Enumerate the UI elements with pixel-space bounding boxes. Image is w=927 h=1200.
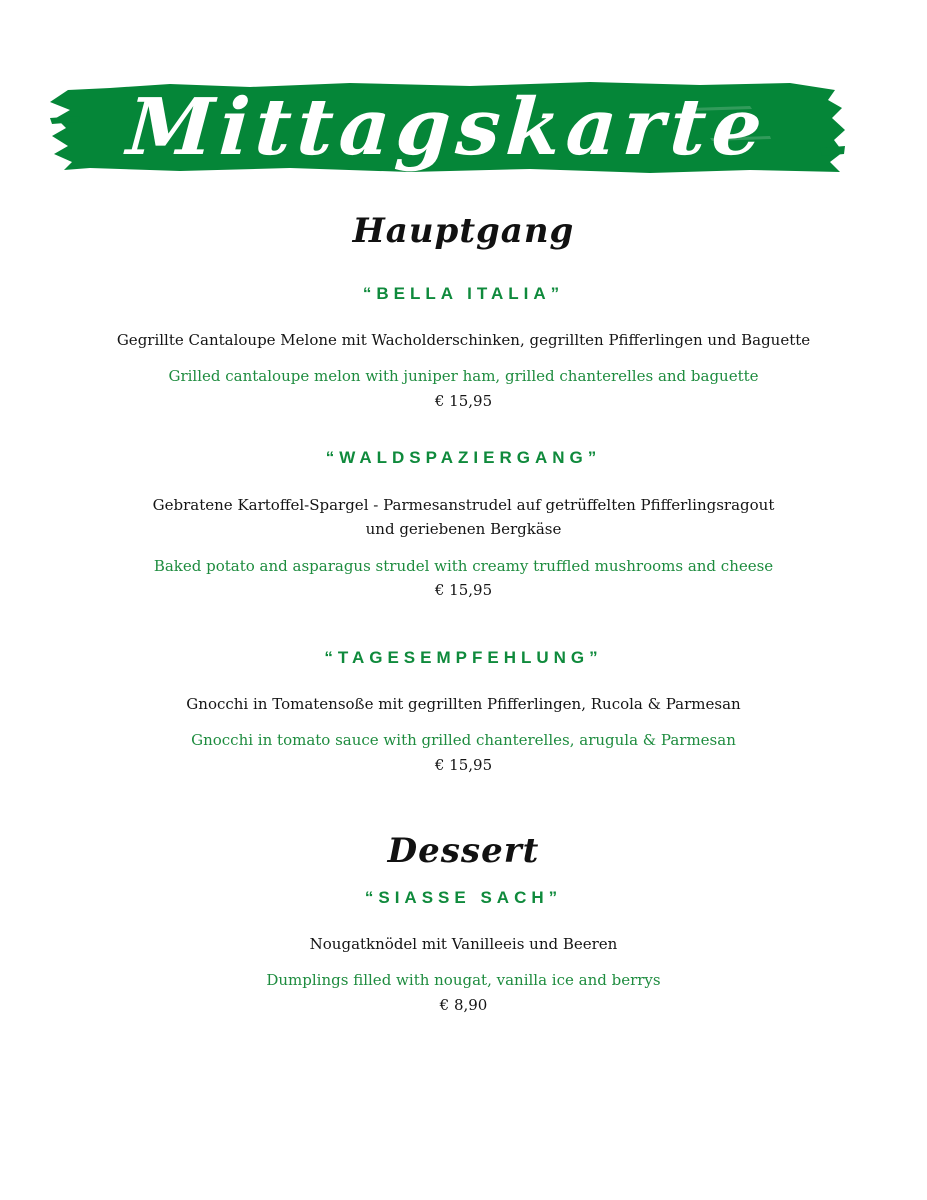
dish-description-english: Gnocchi in tomato sauce with grilled chanterelles, arugula & Parmesan — [191, 731, 736, 749]
dish-price: € 8,90 — [439, 996, 488, 1014]
title-banner — [50, 78, 845, 178]
dish-description-german: Gnocchi in Tomatensoße mit gegrillten Pfifferlingen, Rucola & Parmesan — [186, 695, 741, 713]
section-heading-dessert: Dessert — [387, 831, 540, 871]
dish-title-siasse-sach: “SIASSE SACH” — [364, 888, 563, 907]
dish-description-german-line1: Gebratene Kartoffel-Spargel - Parmesanstrudel auf getrüffelten Pfifferlingsragout — [152, 496, 775, 514]
dish-title-tagesempfehlung: “TAGESEMPFEHLUNG” — [324, 648, 603, 667]
dish-description-german-line2: und geriebenen Bergkäse — [365, 520, 562, 538]
dish-price: € 15,95 — [434, 392, 493, 410]
dish-title-bella-italia: “BELLA ITALIA” — [362, 284, 565, 303]
dish-description-english: Grilled cantaloupe melon with juniper ham, grilled chanterelles and baguette — [168, 367, 759, 385]
dish-description-english: Baked potato and asparagus strudel with creamy truffled mushrooms and cheese — [153, 557, 774, 575]
dish-price: € 15,95 — [434, 756, 493, 774]
section-heading-main-course: Hauptgang — [352, 211, 575, 251]
dish-title-waldspaziergang: “WALDSPAZIERGANG” — [325, 448, 602, 467]
dish-description-english: Dumplings filled with nougat, vanilla ice and berrys — [266, 971, 661, 989]
dish-description-german: Gegrillte Cantaloupe Melone mit Wacholderschinken, gegrillten Pfifferlingen und Baguette — [116, 331, 811, 349]
dish-description-german: Nougatknödel mit Vanilleeis und Beeren — [309, 935, 618, 953]
dish-price: € 15,95 — [434, 581, 493, 599]
page-title: Mittagskarte — [124, 82, 771, 173]
